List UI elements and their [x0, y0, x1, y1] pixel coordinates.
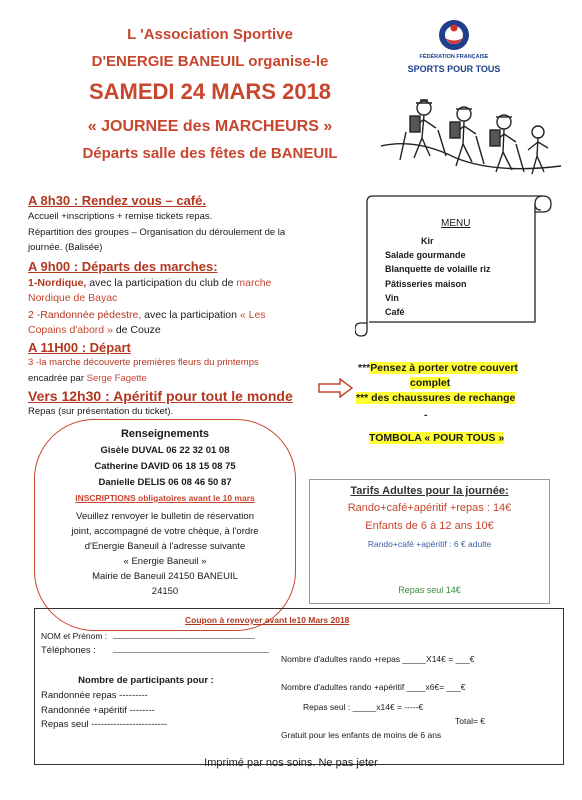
info-para-2: joint, accompagné de votre chèque, à l'ordre — [71, 526, 259, 537]
coupon-nom-label: NOM et Prénom : — [41, 631, 108, 641]
arrow-right-icon — [318, 378, 354, 398]
info-postcode: 24150 — [151, 586, 179, 597]
schedule-830-line1: Accueil +inscriptions + remise tickets repas. — [28, 211, 213, 222]
schedule-830-line2: Répartition des groupes – Organisation du déroulement de la — [28, 227, 286, 238]
menu-item: Pâtisseries maison — [385, 279, 467, 289]
menu-scroll — [355, 182, 555, 338]
coupon-tel-label: Téléphones : — [41, 645, 96, 656]
coupon-tel-field[interactable]: _________________________________ — [113, 643, 270, 653]
menu-item: Vin — [385, 293, 399, 303]
menu-item: Café — [385, 307, 405, 317]
walk-nordique: 1-Nordique, avec la participation du club de marche — [28, 277, 272, 289]
info-para-4: « Energie Baneuil » — [123, 556, 207, 567]
menu-item: Kir — [421, 236, 434, 246]
reminder-couvert-2: complet — [410, 377, 451, 389]
schedule-900: A 9h00 : Départs des marches: — [28, 259, 218, 274]
contact-david: Catherine DAVID 06 18 15 08 75 — [94, 461, 236, 472]
coupon-total[interactable]: Total= € — [455, 716, 486, 726]
walk-decouverte: 3 -la marche découverte premières fleurs du printemps — [28, 357, 259, 368]
menu-title: MENU — [441, 218, 471, 229]
schedule-1100: A 11H00 : Départ — [28, 340, 131, 355]
coupon-title: Coupon à renvoyer avant le10 Mars 2018 — [185, 615, 350, 625]
event-departure-location: Départs salle des fêtes de BANEUIL — [82, 145, 338, 162]
schedule-830: A 8h30 : Rendez vous – café. — [28, 193, 206, 208]
event-date: SAMEDI 24 MARS 2018 — [88, 79, 332, 104]
header-organiser: D'ENERGIE BANEUIL organise-le — [91, 53, 329, 70]
tarif-repas-seul: Repas seul 14€ — [398, 585, 461, 595]
tarifs-title: Tarifs Adultes pour la journée: — [350, 485, 509, 497]
coupon-gratuit: Gratuit pour les enfants de moins de 6 ans — [281, 730, 442, 740]
coupon-form — [34, 608, 564, 765]
contact-duval: Gisèle DUVAL 06 22 32 01 08 — [100, 445, 230, 456]
tarif-rando-repas: Rando+café+apéritif +repas : 14€ — [347, 502, 512, 514]
reminder-couvert: ***Pensez à porter votre couvert — [358, 362, 518, 374]
schedule-830-line3: journée. (Balisée) — [28, 242, 103, 253]
tarif-enfants: Enfants de 6 à 12 ans 10€ — [365, 520, 494, 532]
menu-item: Blanquette de volaille riz — [385, 264, 491, 274]
menu-item: Salade gourmande — [385, 250, 466, 260]
coupon-repas-seul-count[interactable]: Repas seul ------------------------ — [41, 719, 168, 730]
inscriptions-notice: INSCRIPTIONS obligatoires avant le 10 mars — [75, 493, 255, 503]
walk-randonnee: 2 -Randonnée pédestre, avec la participation « Les — [28, 309, 266, 321]
info-title: Renseignements — [120, 428, 210, 440]
info-para-3: d'Energie Baneuil à l'adresse suivante — [84, 541, 246, 552]
coupon-nom-field[interactable]: ______________________________ — [113, 629, 255, 639]
coupon-participants-title: Nombre de participants pour : — [78, 675, 214, 686]
info-address: Mairie de Baneuil 24150 BANEUIL — [92, 571, 238, 582]
walk-randonnee-club: Copains d'abord » de Couze — [28, 324, 161, 336]
footer-note: Imprimé par nos soins. Ne pas jeter — [204, 757, 378, 769]
schedule-1230-line1: Repas (sur présentation du ticket). — [28, 406, 174, 417]
coupon-randonnee-aperitif[interactable]: Randonnée +apéritif -------- — [41, 705, 155, 716]
header-association: L 'Association Sportive — [127, 26, 293, 43]
schedule-1230: Vers 12h30 : Apéritif pour tout le monde — [28, 388, 293, 404]
tarif-rando-aperitif: Rando+café +apéritif : 6 € adulte — [367, 539, 492, 549]
hikers-illustration-icon — [376, 86, 566, 182]
info-para-1: Veuillez renvoyer le bulletin de réservation — [76, 511, 254, 522]
info-box — [34, 419, 296, 631]
coupon-adultes-repas[interactable]: Nombre d'adultes rando +repas _____X14€ = ___€ — [281, 654, 475, 664]
walk-nordique-club: Nordique de Bayac — [28, 292, 118, 304]
reminder-dash: - — [424, 409, 428, 421]
walk-decouverte-guide: encadrée par Serge Fagette — [28, 373, 147, 384]
ffspt-logo — [394, 16, 514, 86]
contact-delis: Danielle DELIS 06 08 46 50 87 — [98, 477, 232, 488]
ffspt-emblem-icon — [394, 16, 514, 54]
reminder-chaussures: *** des chaussures de rechange — [356, 392, 516, 404]
coupon-randonnee-repas[interactable]: Randonnée repas --------- — [41, 690, 148, 701]
logo-line1: FÉDÉRATION FRANÇAISE — [419, 54, 489, 60]
coupon-adultes-aperitif[interactable]: Nombre d'adultes rando +apéritif ____x6€= ___€ — [281, 682, 466, 692]
tombola: TOMBOLA « POUR TOUS » — [369, 432, 505, 444]
event-title: « JOURNEE des MARCHEURS » — [87, 118, 333, 135]
logo-line2: SPORTS POUR TOUS — [407, 64, 501, 74]
coupon-repas-seul[interactable]: Repas seul : _____x14€ = -----€ — [303, 702, 424, 712]
tarifs-box — [309, 479, 550, 604]
